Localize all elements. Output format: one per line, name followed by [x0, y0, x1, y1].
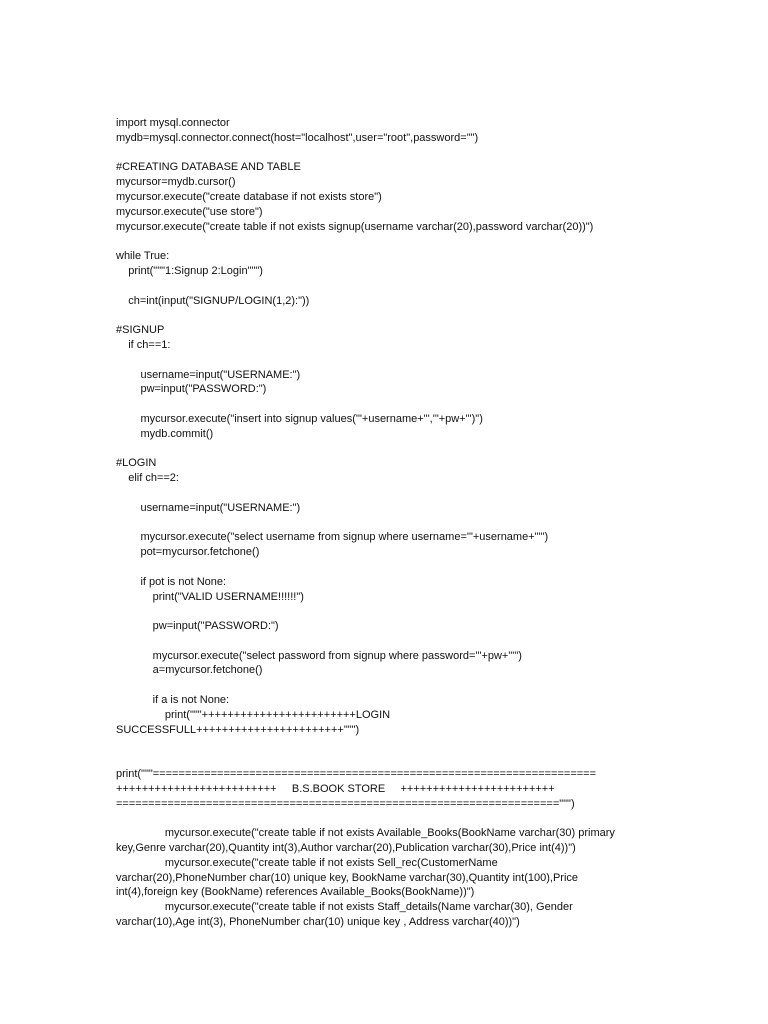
code-line: mycursor.execute("select password from signup where password='"+pw+"'") — [116, 649, 522, 662]
code-line — [116, 442, 736, 457]
code-line: varchar(20),PhoneNumber char(10) unique key, BookName varchar(30),Quantity int(100),Price — [116, 871, 579, 884]
code-line: pw=input("PASSWORD:") — [116, 620, 279, 633]
code-line: a=mycursor.fetchone() — [116, 664, 263, 677]
code-line: pw=input("PASSWORD:") — [116, 383, 267, 396]
code-line — [116, 634, 736, 649]
code-line: SUCCESSFULL+++++++++++++++++++++++""") — [116, 723, 360, 736]
code-line — [116, 397, 736, 412]
code-line: pot=mycursor.fetchone() — [116, 546, 260, 559]
code-line: print("""===================================================================== — [116, 768, 597, 781]
code-line: if pot is not None: — [116, 575, 227, 588]
code-line: mycursor.execute("create table if not exists Available_Books(BookName varchar(30) primary — [116, 827, 615, 840]
code-line: if ch==1: — [116, 338, 171, 351]
code-line: mydb.commit() — [116, 427, 214, 440]
code-line: key,Genre varchar(20),Quantity int(3),Author varchar(20),Publication varchar(30),Price int(4))") — [116, 842, 576, 855]
code-line: ch=int(input("SIGNUP/LOGIN(1,2):")) — [116, 294, 310, 307]
code-line: varchar(10),Age int(3), PhoneNumber char(10) unique key , Address varchar(40))") — [116, 916, 520, 929]
code-line: mycursor.execute("create table if not exists Sell_rec(CustomerName — [116, 856, 498, 869]
code-line — [116, 516, 736, 531]
code-line: mycursor.execute("select username from signup where username='"+username+"'") — [116, 531, 549, 544]
code-line: import mysql.connector — [116, 117, 230, 129]
code-line: mydb=mysql.connector.connect(host="localhost",user="root",password="") — [116, 131, 479, 144]
code-line — [116, 604, 736, 619]
code-line — [116, 279, 736, 294]
code-line — [116, 234, 736, 249]
code-line: print("""1:Signup 2:Login""") — [116, 264, 263, 277]
code-line: print("VALID USERNAME!!!!!!") — [116, 590, 304, 603]
code-line: mycursor.execute("use store") — [116, 205, 263, 218]
code-body — [116, 116, 736, 930]
code-line: print("""++++++++++++++++++++++++LOGIN — [116, 708, 391, 721]
code-line — [116, 560, 736, 575]
code-line — [116, 811, 736, 826]
code-line: if a is not None: — [116, 694, 230, 707]
code-line — [116, 752, 736, 767]
code-line: username=input("USERNAME:") — [116, 368, 301, 381]
code-line: mycursor=mydb.cursor() — [116, 176, 236, 189]
code-line: +++++++++++++++++++++++++ B.S.BOOK STORE ++++++++++++++++++++++++ — [116, 782, 555, 795]
code-line: #SIGNUP — [116, 324, 165, 337]
code-line — [116, 308, 736, 323]
code-line: #CREATING DATABASE AND TABLE — [116, 161, 301, 174]
code-line: mycursor.execute("create database if not exists store") — [116, 190, 382, 203]
code-line: int(4),foreign key (BookName) references Available_Books(BookName))") — [116, 886, 475, 899]
code-line — [116, 678, 736, 693]
code-line: mycursor.execute("create table if not exists Staff_details(Name varchar(30), Gender — [116, 901, 573, 914]
code-line: username=input("USERNAME:") — [116, 501, 301, 514]
code-line: elif ch==2: — [116, 472, 179, 485]
code-line — [116, 737, 736, 752]
code-line — [116, 486, 736, 501]
code-line: =====================================================================""") — [116, 797, 575, 810]
code-line — [116, 146, 736, 161]
code-line: while True: — [116, 250, 170, 263]
code-line: #LOGIN — [116, 457, 157, 470]
code-line: mycursor.execute("create table if not exists signup(username varchar(20),password varchar(20))") — [116, 220, 594, 233]
code-line: mycursor.execute("insert into signup values('"+username+"','"+pw+"')") — [116, 412, 483, 425]
code-line — [116, 353, 736, 368]
